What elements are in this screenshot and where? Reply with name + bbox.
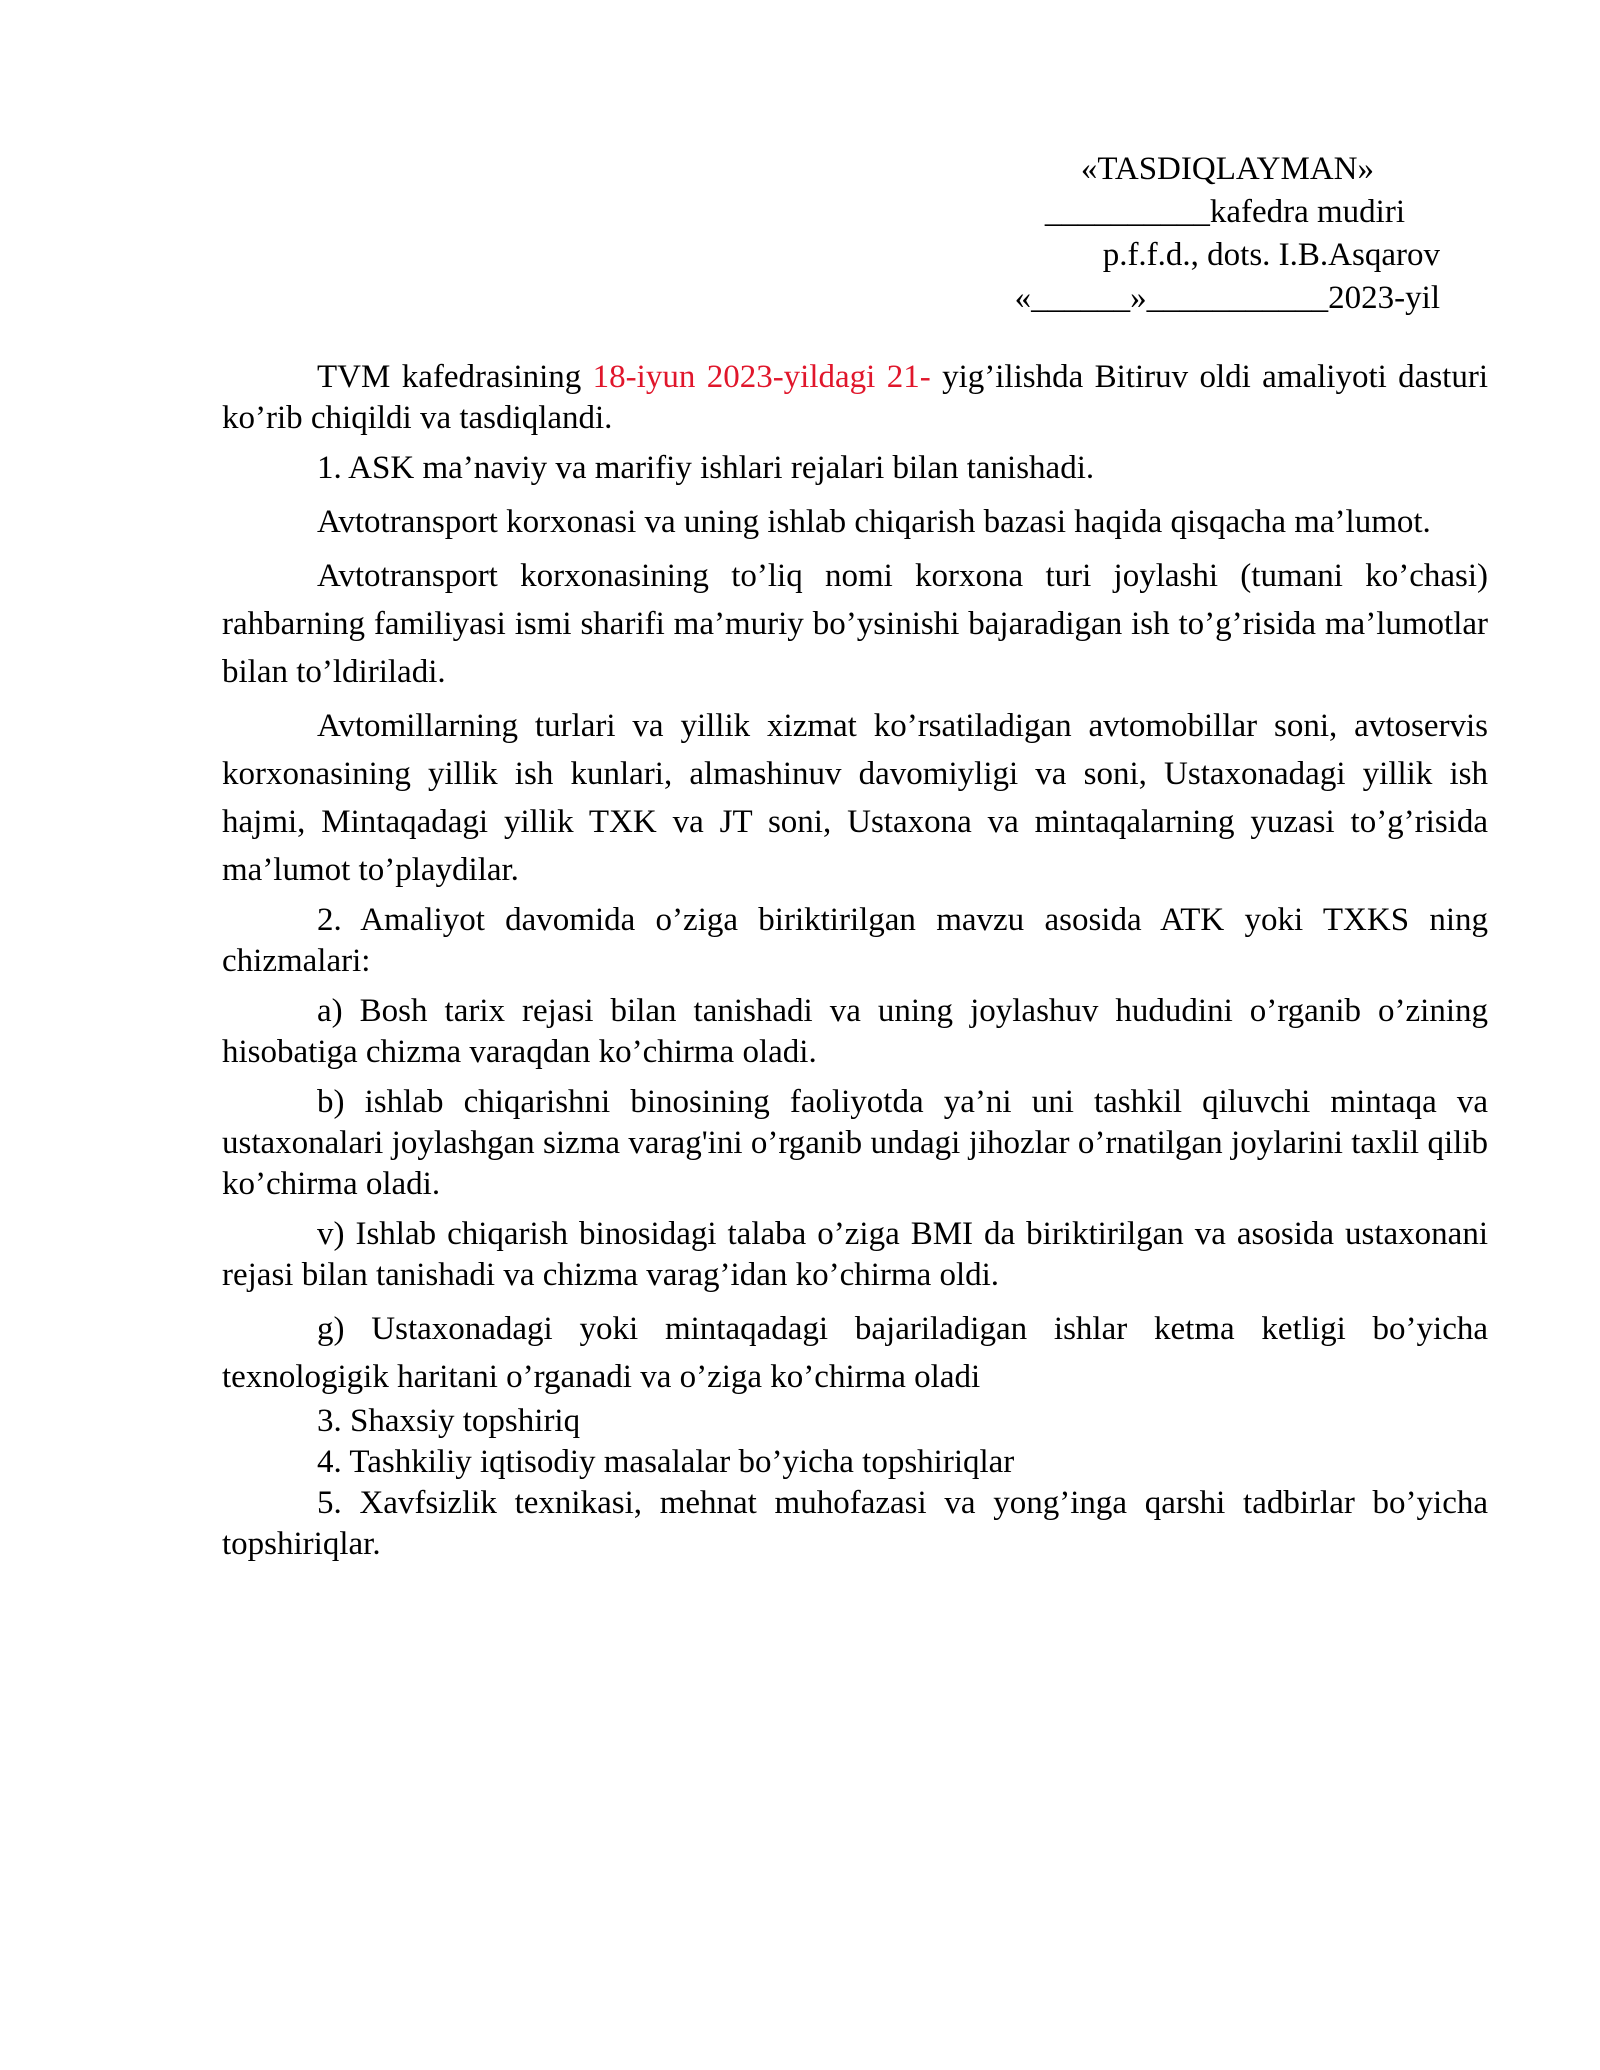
paragraph-item-b: b) ishlab chiqarishni binosining faoliyotda ya’ni uni tashkil qiluvchi mintaqa va ustaxonalari joylashgan sizma varag'ini o’rganib undagi jihozlar o’rnatilgan joylarini taxlil qilib ko’chirma oladi. — [222, 1084, 1488, 1202]
meeting-date-highlight: 18-iyun 2023-yildagi 21- — [592, 359, 931, 395]
approval-signatory-name: p.f.f.d., dots. I.B.Asqarov — [1102, 237, 1440, 273]
document-body — [222, 357, 1488, 1565]
paragraph-item-4: 4. Tashkiliy iqtisodiy masalalar bo’yicha topshiriqlar — [317, 1444, 1015, 1480]
approval-block — [960, 148, 1440, 320]
paragraph-item-3: 3. Shaxsiy topshiriq — [317, 1403, 581, 1439]
approval-title: «TASDIQLAYMAN» — [1080, 151, 1374, 187]
paragraph-item-a: a) Bosh tarix rejasi bilan tanishadi va uning joylashuv hududini o’rganib o’zining hisobatiga chizma varaqdan ko’chirma oladi. — [222, 993, 1488, 1070]
approval-date: «______»___________2023-yil — [1014, 280, 1440, 316]
paragraph-enterprise-name: Avtotransport korxonasining to’liq nomi korxona turi joylashi (tumani ko’chasi) rahbarning familiyasi ismi sharifi ma’muriy bo’ysinishi bajaradigan ish to’g’risida ma’lumotlar bilan to’ldiriladi. — [222, 558, 1488, 690]
paragraph-item-1: 1. ASK ma’naviy va marifiy ishlari rejalari bilan tanishadi. — [317, 450, 1095, 486]
paragraph-item-v: v) Ishlab chiqarish binosidagi talaba o’ziga BMI da biriktirilgan va asosida ustaxonani rejasi bilan tanishadi va chizma varag’idan ko’chirma oldi. — [222, 1216, 1488, 1293]
paragraph-vehicle-types: Avtomillarning turlari va yillik xizmat ko’rsatiladigan avtomobillar soni, avtoservis korxonasining yillik ish kunlari, almashinuv davomiyligi va soni, Ustaxonadagi yillik ish hajmi, Mintaqadagi yillik TXK va JT soni, Ustaxona va mintaqalarning yuzasi to’g’risida ma’lumot to’playdilar. — [222, 708, 1488, 888]
paragraph-item-g: g) Ustaxonadagi yoki mintaqadagi bajariladigan ishlar ketma ketligi bo’yicha texnologigik haritani o’rganadi va o’ziga ko’chirma oladi — [222, 1311, 1488, 1395]
intro-text-end: yig’ilishda Bitiruv oldi amaliyoti dasturi ko’rib chiqildi va tasdiqlandi. — [222, 359, 1488, 436]
paragraph-enterprise-info: Avtotransport korxonasi va uning ishlab chiqarish bazasi haqida qisqacha ma’lumot. — [317, 504, 1431, 540]
approval-head-of-department: __________kafedra mudiri — [1044, 194, 1405, 230]
paragraph-item-5: 5. Xavfsizlik texnikasi, mehnat muhofazasi va yong’inga qarshi tadbirlar bo’yicha topshiriqlar. — [222, 1485, 1488, 1562]
paragraph-item-2: 2. Amaliyot davomida o’ziga biriktirilgan mavzu asosida ATK yoki TXKS ning chizmalari: — [222, 902, 1488, 979]
intro-text-start: TVM kafedrasining — [317, 359, 593, 395]
intro-paragraph — [222, 357, 1488, 439]
